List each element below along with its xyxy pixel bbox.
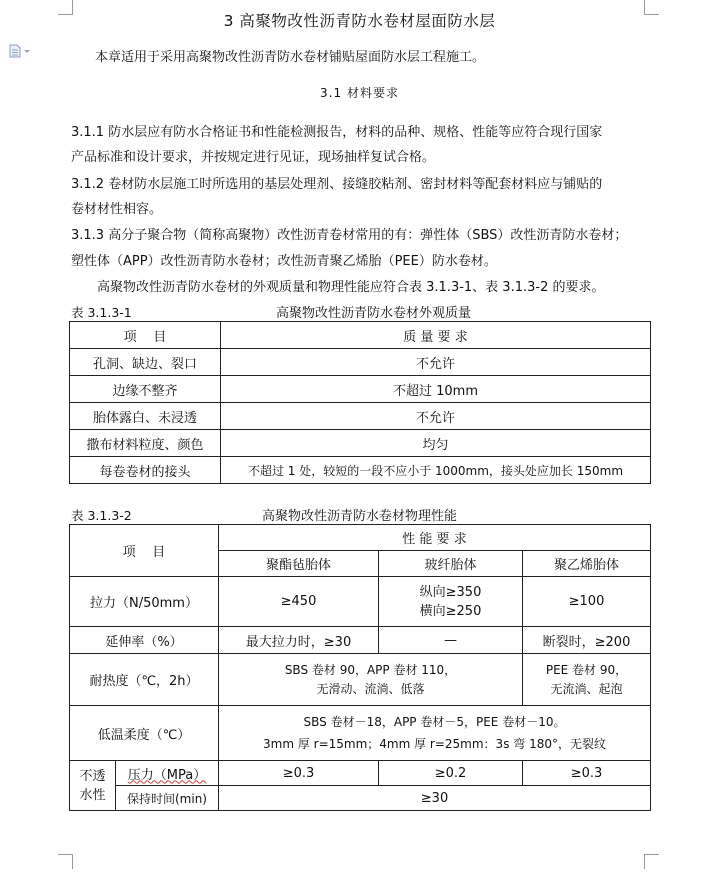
table-row (70, 706, 651, 761)
table-cell: ≥30 (219, 786, 651, 811)
table-cell (116, 761, 219, 786)
table-cell: 拉力（N/50mm） (70, 577, 219, 627)
clause-3-1-2: 3.1.2 卷材防水层施工时所选用的基层处理剂、接缝胶粘剂、密封材料等配套材料应与铺贴的 (71, 177, 603, 192)
section-heading: 3.1 材料要求 (320, 86, 399, 100)
table-cell (219, 706, 651, 761)
table-cell: 最大拉力时，≥30 (219, 627, 379, 654)
table-cell: 不允许 (221, 403, 651, 430)
table-header: 玻纤胎体 (379, 551, 523, 577)
table1-title: 高聚物改性沥青防水卷材外观质量 (276, 306, 472, 321)
table-cell: 低温柔度（℃） (70, 706, 219, 761)
cell-line: 无流淌、起泡 (550, 681, 623, 696)
table-row (70, 761, 651, 786)
table-cell (523, 654, 651, 706)
table-cell: 撒布材料粒度、颜色 (70, 430, 221, 457)
table-row (70, 577, 651, 627)
table-header: 项 目 (70, 322, 221, 349)
table-row (70, 403, 651, 430)
page-corner-mark (644, 854, 659, 869)
clause-3-1-3: 3.1.3 高分子聚合物（简称高聚物）改性沥青卷材常用的有：弹性体（SBS）改性沥青防水卷材； (71, 228, 628, 243)
table-cell: 胎体露白、未浸透 (70, 403, 221, 430)
clause-3-1-3: 高聚物改性沥青防水卷材的外观质量和物理性能应符合表 3.1.3-1、表 3.1.3-2 的要求。 (97, 280, 605, 295)
table-row (70, 627, 651, 654)
table-cell: ≥0.3 (523, 761, 651, 786)
table2-title: 高聚物改性沥青防水卷材物理性能 (262, 509, 458, 524)
table-cell: 不超过 10mm (221, 376, 651, 403)
table-cell (379, 577, 523, 627)
page-corner-mark (58, 854, 73, 869)
pressure-label: 压力（MPa） (127, 767, 207, 783)
table-row (70, 430, 651, 457)
table-cell: ≥450 (219, 577, 379, 627)
table1-label: 表 3.1.3-1 (71, 305, 132, 320)
table-cell (70, 761, 116, 811)
cell-line: PEE 卷材 90， (545, 662, 628, 677)
cell-line: SBS 卷材－18，APP 卷材－5，PEE 卷材－10。 (303, 715, 566, 729)
table-cell: ≥100 (523, 577, 651, 627)
cell-line: 无滑动、流淌、低落 (316, 681, 425, 696)
cell-line: 3mm 厚 r=15mm；4mm 厚 r=25mm：3s 弯 180°，无裂纹 (263, 737, 606, 751)
table-cell: 每卷卷材的接头 (70, 457, 221, 484)
table-cell: 延伸率（%） (70, 627, 219, 654)
clause-3-1-3: 塑性体（APP）改性沥青防水卷材；改性沥青聚乙烯胎（PEE）防水卷材。 (71, 254, 497, 269)
table-cell: ≥0.3 (219, 761, 379, 786)
cell-line: 不透 (79, 768, 106, 784)
document-icon[interactable] (8, 44, 32, 58)
table-header-row (70, 525, 651, 551)
table-cell: 不允许 (221, 349, 651, 376)
clause-3-1-1: 产品标准和设计要求，并按规定进行见证，现场抽样复试合格。 (71, 150, 436, 165)
table-header: 项 目 (70, 525, 219, 577)
table-row (70, 349, 651, 376)
physical-properties-table (69, 524, 651, 811)
clause-3-1-1: 3.1.1 防水层应有防水合格证书和性能检测报告，材料的品种、规格、性能等应符合现行国家 (71, 125, 603, 140)
cell-line: 水性 (79, 787, 106, 803)
clause-3-1-2: 卷材材性相容。 (71, 202, 163, 217)
table-cell (219, 654, 523, 706)
table-header: 聚乙烯胎体 (523, 551, 651, 577)
table-cell: 保持时间(min) (116, 786, 219, 811)
intro-paragraph: 本章适用于采用高聚物改性沥青防水卷材铺贴屋面防水层工程施工。 (95, 50, 486, 65)
table-cell: 均匀 (221, 430, 651, 457)
table-cell: 孔洞、缺边、裂口 (70, 349, 221, 376)
table2-label: 表 3.1.3-2 (71, 508, 132, 523)
table-cell: 耐热度（℃，2h） (70, 654, 219, 706)
table-cell: 边缘不整齐 (70, 376, 221, 403)
table-header: 聚酯毡胎体 (219, 551, 379, 577)
table-header: 性 能 要 求 (219, 525, 651, 551)
appearance-quality-table (69, 321, 651, 484)
page-title: 3 高聚物改性沥青防水卷材屋面防水层 (223, 12, 496, 30)
table-row (70, 654, 651, 706)
cell-line: 纵向≥350 (419, 584, 482, 600)
table-row (70, 786, 651, 811)
cell-line: 横向≥250 (419, 603, 482, 619)
table-cell: — (379, 627, 523, 654)
table-cell: ≥0.2 (379, 761, 523, 786)
table-row (70, 376, 651, 403)
table-row (70, 457, 651, 484)
table-cell: 断裂时，≥200 (523, 627, 651, 654)
table-header: 质 量 要 求 (221, 322, 651, 349)
table-header-row (70, 322, 651, 349)
cell-line: SBS 卷材 90，APP 卷材 110， (284, 662, 457, 677)
table-cell: 不超过 1 处，较短的一段不应小于 1000mm，接头处应加长 150mm (221, 457, 651, 484)
